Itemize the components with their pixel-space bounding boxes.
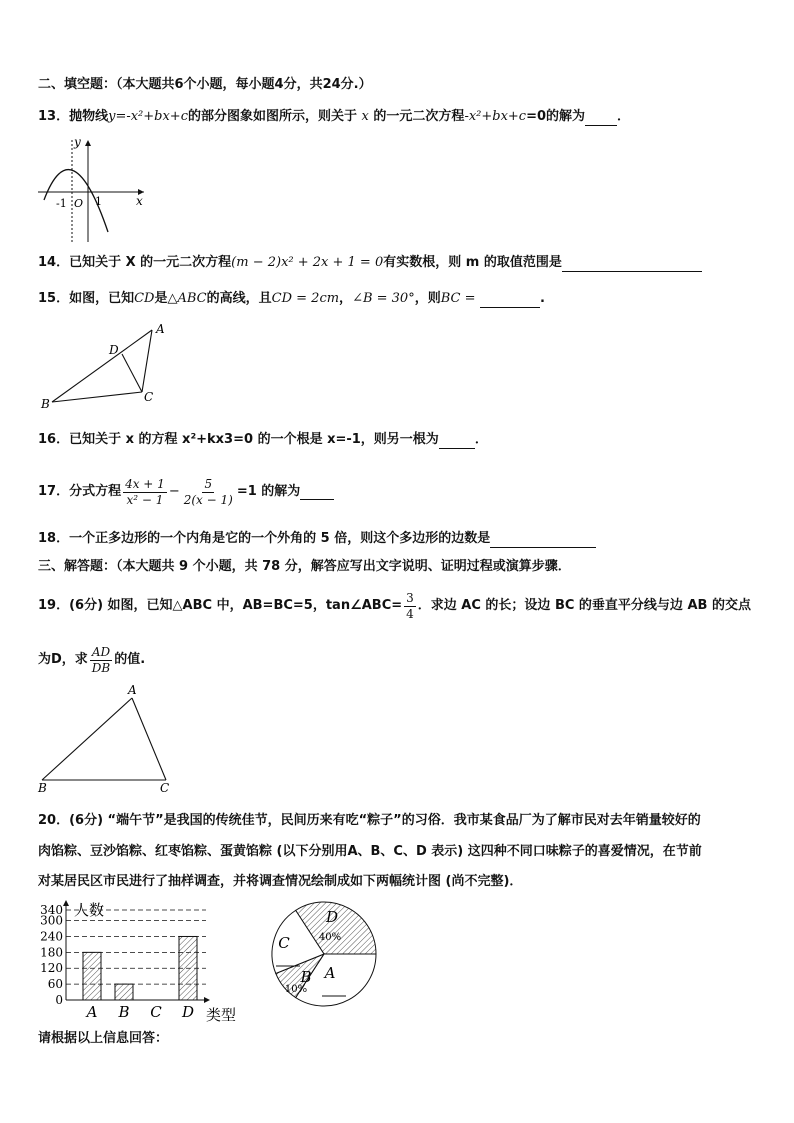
q16-end: ． [474, 432, 488, 447]
q13-origin-label: O [74, 197, 84, 210]
q13-y-label: y [74, 135, 81, 149]
q13-answer-blank[interactable] [585, 111, 617, 126]
q16-answer-blank[interactable] [439, 434, 475, 449]
q14-prefix: 14．已知关于 X 的一元二次方程 [38, 255, 232, 270]
q15-mid3: ，则 [414, 291, 441, 306]
section-3-heading: 三、解答题：（本大题共 9 个小题，共 78 分，解答应写出文字说明、证明过程或演算步骤． [38, 559, 571, 574]
q19-ratio-numerator: AD [91, 644, 111, 659]
q14-suffix: 有实数根，则 m 的取值范围是 [383, 255, 562, 270]
q15-label-c: C [144, 390, 154, 404]
q13-tick-neg: -1 [56, 197, 67, 210]
q13-y-arrow [85, 140, 91, 146]
q16-text: 16．已知关于 x 的方程 x²+kx3=0 的一个根是 x=-1，则另一根为 [38, 432, 439, 447]
q13-tick-pos: 1 [95, 195, 102, 208]
q20-bar-chart [34, 898, 256, 1024]
pie-label-D: D [325, 908, 339, 926]
q19-line2-prefix: 为D，求 [38, 652, 88, 667]
question-15 [38, 290, 545, 308]
bar-category-D: D [181, 1003, 195, 1021]
q19-label-c: C [160, 781, 170, 795]
q19-tan-fraction [404, 591, 416, 622]
q15-end: . [540, 291, 545, 306]
q15-triangle: △ABC [167, 291, 207, 306]
question-19 [38, 586, 751, 626]
q15-cd: CD [134, 291, 155, 306]
bar-A [83, 952, 101, 1000]
q18-text: 18．一个正多边形的一个内角是它的一个外角的 5 倍，则这个多边形的边数是 [38, 531, 491, 546]
q15-answer-blank[interactable] [480, 293, 540, 308]
bar-B [115, 984, 133, 1000]
bar-y-tick-300: 300 [40, 913, 63, 928]
bar-y-tick-180: 180 [40, 945, 63, 960]
bar-y-tick-120: 120 [40, 961, 63, 976]
q14-equation: (m − 2)x² + 2x + 1 = 0 [231, 255, 384, 270]
q19-label-a: A [128, 683, 137, 697]
q13-mid: 的部分图象如图所示，则关于 [188, 109, 358, 124]
q19-side-ac [132, 698, 166, 780]
pie-label-B: B [300, 968, 312, 986]
question-17 [38, 472, 334, 512]
q15-prefix: 15．如图，已知 [38, 291, 135, 306]
q15-mid: 是 [154, 291, 168, 306]
q17-frac1-numerator: 4x + 1 [125, 476, 165, 491]
q19-tan-denominator: 4 [406, 606, 414, 621]
pie-label-C: C [278, 934, 290, 952]
q15-triangle-figure [38, 320, 178, 412]
section-2-heading: 二、填空题：（本大题共6个小题，每小题4分，共24分.） [38, 77, 372, 92]
bar-category-C: C [150, 1003, 162, 1021]
question-19-line-2 [38, 640, 145, 680]
q14-answer-blank[interactable] [562, 257, 702, 272]
q13-parabola-graph [36, 136, 148, 244]
bar-y-arrow [63, 900, 69, 906]
q13-suffix: =0的解为 [526, 109, 586, 124]
q18-answer-blank[interactable] [490, 533, 596, 548]
q19-tan-numerator: 3 [406, 590, 414, 605]
q17-fraction-2 [182, 477, 235, 508]
bar-category-B: B [118, 1003, 130, 1021]
q17-suffix: =1 的解为 [236, 484, 301, 499]
q15-label-d: D [109, 343, 119, 357]
q15-cond2: ∠B = 30° [352, 291, 415, 306]
q19-ratio-denominator: DB [91, 660, 111, 675]
q17-prefix: 17．分式方程 [38, 484, 122, 499]
q13-end: ． [617, 109, 631, 124]
q17-frac1-denominator: x² − 1 [126, 492, 164, 507]
q17-minus: − [168, 484, 180, 499]
bar-category-A: A [86, 1003, 98, 1021]
q15-mid2: 的高线，且 [206, 291, 272, 306]
question-14 [38, 254, 702, 272]
q15-bc: BC = [440, 291, 476, 306]
q15-label-b: B [41, 397, 50, 411]
bar-x-arrow [204, 997, 210, 1003]
q15-label-a: A [156, 322, 165, 336]
q17-fraction-1 [123, 477, 167, 508]
q15-side-ac [142, 330, 152, 392]
pie-label-A: A [324, 964, 336, 982]
q13-formula: y=-x²+bx+c [108, 109, 188, 124]
question-16 [38, 431, 488, 449]
q15-side-ba [52, 330, 152, 402]
q15-sep: ， [339, 291, 353, 306]
q13-prefix: 13．抛物线 [38, 109, 109, 124]
question-20-line-1: 20．(6分) “端午节”是我国的传统佳节，民间历来有吃“粽子”的习俗．我市某食品厂为了解市民对去年销量较好的 [38, 813, 701, 828]
q13-mid2: 的一元二次方程 [373, 109, 465, 124]
q15-side-bc [52, 392, 142, 402]
q17-frac2-numerator: 5 [204, 476, 213, 491]
q19-label-b: B [38, 781, 47, 795]
bar-y-tick-60: 60 [47, 977, 63, 992]
q19-suffix: ．求边 AC 的长；设边 BC 的垂直平分线与边 AB 的交点 [417, 598, 751, 613]
bar-y-tick-0: 0 [55, 993, 63, 1007]
bar-D [179, 936, 197, 1000]
question-20-footer: 请根据以上信息回答： [38, 1031, 169, 1046]
q17-frac2-denominator: 2(x − 1) [183, 492, 233, 507]
question-13 [38, 108, 630, 126]
q15-cond1: CD = 2cm [271, 291, 340, 306]
bar-y-tick-240: 240 [40, 929, 63, 944]
pie-percent-B: 10% [284, 984, 308, 995]
q19-triangle-figure [36, 684, 180, 796]
q13-eq: -x²+bx+c [464, 109, 527, 124]
q19-ratio-fraction [90, 645, 112, 676]
q15-altitude-cd [122, 354, 142, 392]
pie-percent-D: 40% [318, 932, 342, 943]
q17-answer-blank[interactable] [300, 485, 334, 500]
bar-y-label: 人数 [74, 901, 105, 919]
q19-line2-suffix: 的值. [114, 652, 146, 667]
q19-side-ab [42, 698, 132, 780]
q13-var: x [361, 109, 369, 124]
q13-x-label: x [136, 194, 143, 208]
bar-y-tick-340: 340 [40, 903, 63, 917]
question-18 [38, 530, 596, 548]
question-20-line-2: 肉馅粽、豆沙馅粽、红枣馅粽、蛋黄馅粽 (以下分别用A、B、C、D 表示) 这四种不同口味粽子的喜爱情况，在节前 [38, 844, 702, 859]
q20-pie-chart [266, 900, 390, 1016]
question-20-line-3: 对某居民区市民进行了抽样调查，并将调查情况绘制成如下两幅统计图 (尚不完整)． [38, 874, 523, 889]
q19-prefix: 19．(6分) 如图，已知△ABC 中，AB=BC=5，tan∠ABC= [38, 598, 403, 613]
bar-x-label: 类型 [206, 1006, 237, 1024]
